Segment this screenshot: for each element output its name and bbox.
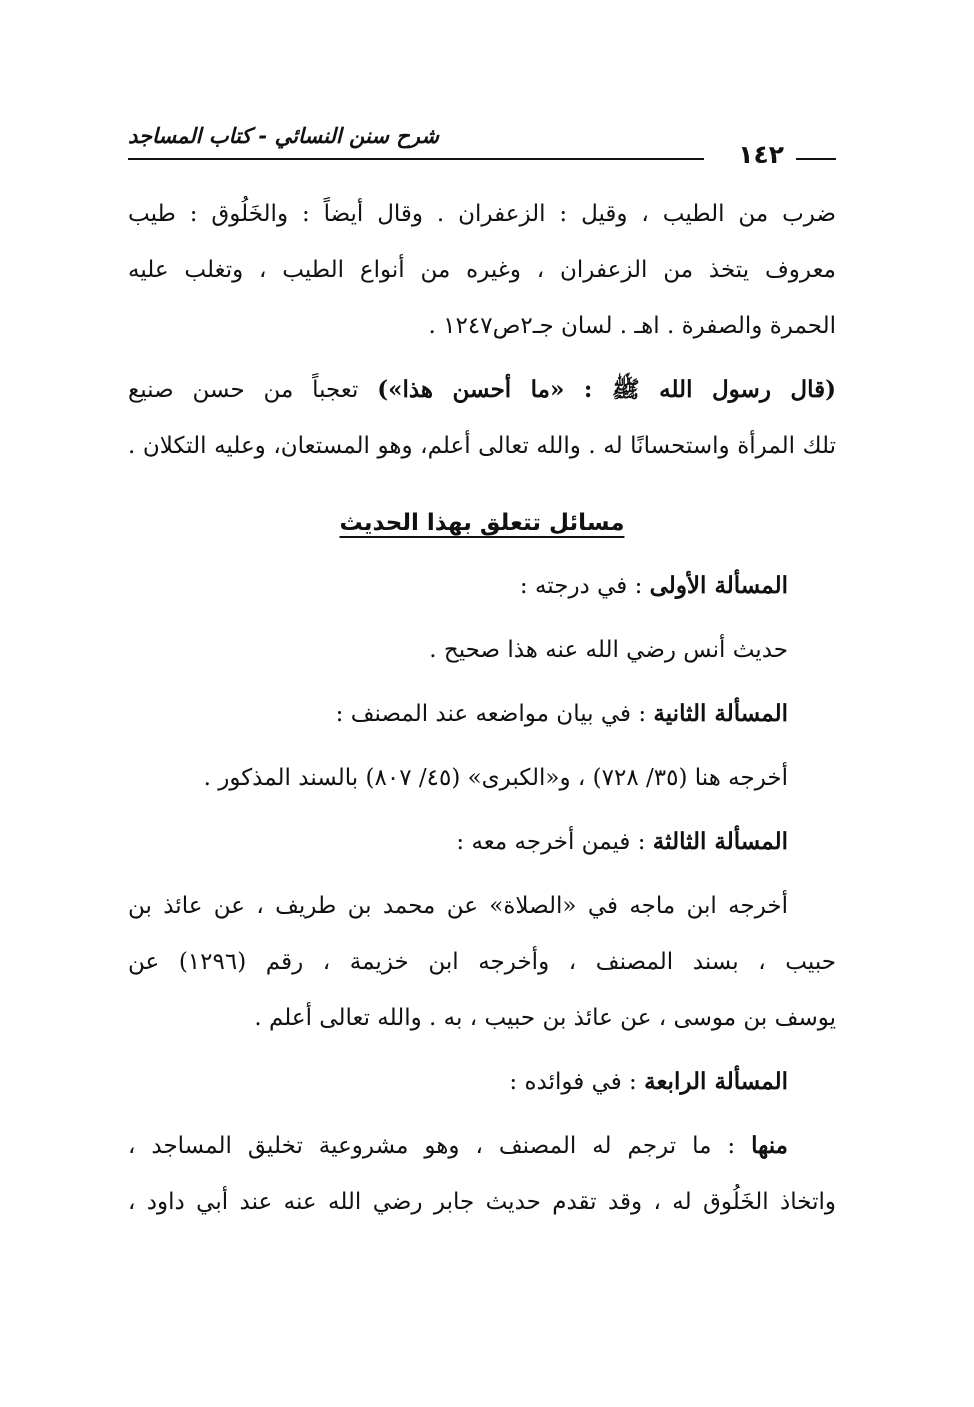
issue-title: : في درجته : <box>519 573 650 599</box>
page-number: ١٤٢ <box>738 140 784 169</box>
text-line: واتخاذ الخَلُوق له ، وقد تقدم حديث جابر رضي الله عنه عند أبي داود ، <box>128 1189 836 1215</box>
issue-title: : في بيان مواضعه عند المصنف : <box>335 701 654 727</box>
page-header <box>128 118 836 174</box>
text-line: ضرب من الطيب ، وقيل : الزعفران . وقال أيضاً : والخَلُوق : طيب <box>128 201 836 227</box>
issue-heading <box>128 686 836 742</box>
text-line: أخرجه ابن ماجه في «الصلاة» عن محمد بن طريف ، عن عائذ بن <box>128 893 788 919</box>
issue-title: : في فوائده : <box>509 1069 645 1095</box>
text-line: يوسف بن موسى ، عن عائذ بن حبيب ، به . والله تعالى أعلم . <box>254 1005 836 1031</box>
benefit-label: منها <box>751 1132 788 1159</box>
issue-label: المسألة الثانية <box>653 700 788 727</box>
text-line: حبيب ، بسند المصنف ، وأخرجه ابن خزيمة ، رقم (١٢٩٦) عن <box>128 949 836 975</box>
text-line: تلك المرأة واستحسانًا له . والله تعالى أعلم، وهو المستعان، وعليه التكلان . <box>128 433 836 459</box>
page-number-dash <box>796 158 836 160</box>
text-line: أخرجه هنا (٣٥/ ٧٢٨) ، و«الكبرى» (٤٥/ ٨٠٧) بالسند المذكور . <box>203 765 788 791</box>
quote-rest: تعجباً من حسن صنيع <box>128 377 378 403</box>
issue-heading <box>128 814 836 870</box>
header-rule <box>128 158 704 160</box>
section-heading: مسائل تتعلق بهذا الحديث <box>339 510 625 536</box>
page-body <box>128 186 836 1230</box>
benefit-text: : ما ترجم له المصنف ، وهو مشروعية تخليق المساجد ، <box>128 1133 752 1159</box>
issue-heading <box>128 558 836 614</box>
issue-title: : فيمن أخرجه معه : <box>456 829 653 855</box>
issue-label: المسألة الثالثة <box>652 828 788 855</box>
running-title: شرح سنن النسائي - كتاب المساجد <box>128 124 439 148</box>
issue-heading <box>128 1054 836 1110</box>
issue-label: المسألة الأولى <box>649 572 788 599</box>
text-line: حديث أنس رضي الله عنه هذا صحيح . <box>429 637 788 663</box>
text-line <box>128 362 836 418</box>
text-line: معروف يتخذ من الزعفران ، وغيره من أنواع الطيب ، وتغلب عليه <box>128 257 836 283</box>
issue-label: المسألة الرابعة <box>644 1068 788 1095</box>
text-line <box>128 1118 836 1174</box>
quote-bold: (قال رسول الله ﷺ : «ما أحسن هذا») <box>377 376 837 403</box>
text-line: الحمرة والصفرة . اهـ . لسان جـ٢ص١٢٤٧ . <box>428 313 836 339</box>
